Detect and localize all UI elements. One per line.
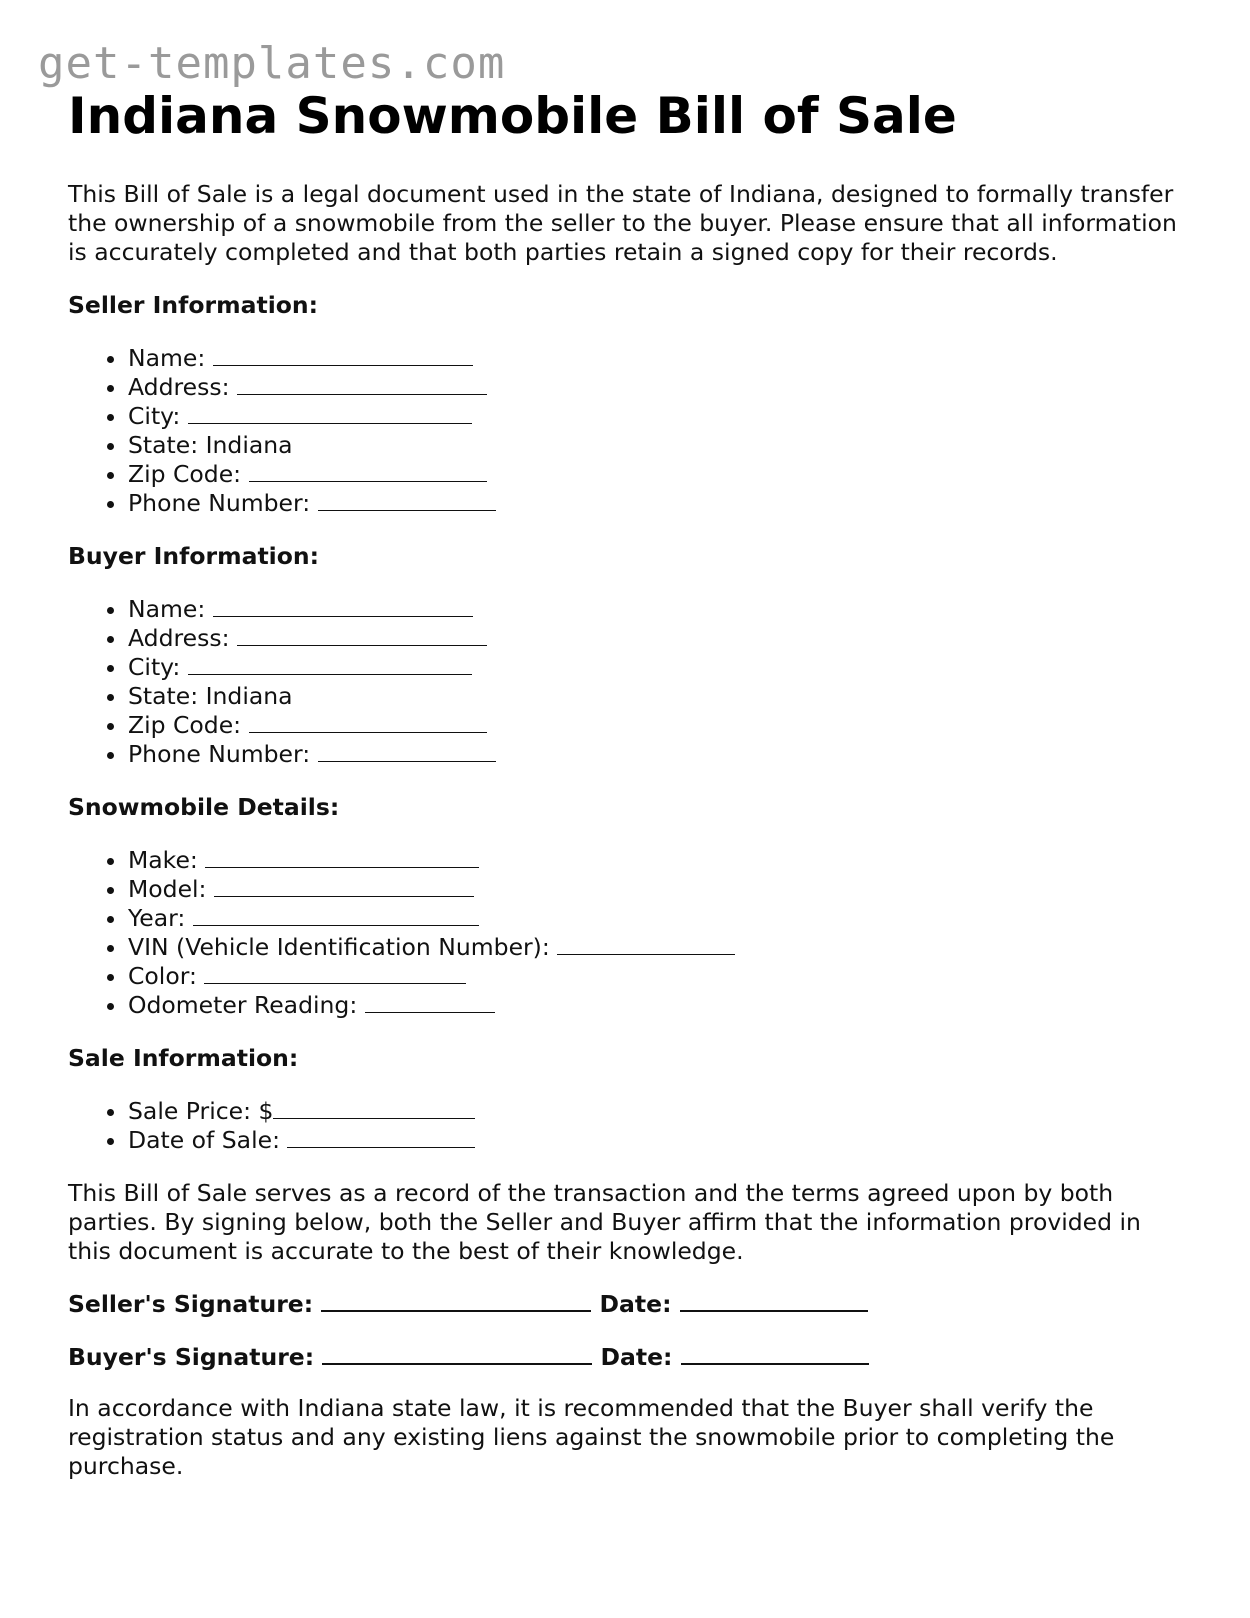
sale-fields-list bbox=[68, 1097, 1188, 1155]
snowmobile-section-heading: Snowmobile Details: bbox=[68, 793, 340, 821]
snowmobile-color-blank[interactable] bbox=[204, 963, 466, 984]
snowmobile-model-field[interactable]: • Model: bbox=[128, 875, 1188, 904]
snowmobile-vin-blank[interactable] bbox=[557, 934, 735, 955]
snowmobile-year-blank[interactable] bbox=[193, 905, 479, 926]
seller-name-blank[interactable] bbox=[213, 345, 473, 366]
seller-city-blank[interactable] bbox=[188, 403, 472, 424]
buyer-address-blank[interactable] bbox=[237, 625, 487, 646]
snowmobile-odometer-field[interactable]: • Odometer Reading: bbox=[128, 991, 1188, 1020]
snowmobile-odometer-blank[interactable] bbox=[365, 992, 495, 1013]
seller-zip-blank[interactable] bbox=[249, 461, 487, 482]
buyer-zip-blank[interactable] bbox=[249, 712, 487, 733]
watermark: get-templates.com bbox=[38, 38, 506, 89]
sale-price-field[interactable]: • Sale Price: $ bbox=[128, 1097, 1188, 1126]
snowmobile-make-blank[interactable] bbox=[205, 847, 479, 868]
seller-state-field: • State: Indiana bbox=[128, 431, 1188, 460]
seller-date-blank[interactable] bbox=[680, 1290, 868, 1312]
snowmobile-vin-field[interactable]: • VIN (Vehicle Identification Number): bbox=[128, 933, 1188, 962]
seller-address-blank[interactable] bbox=[237, 374, 487, 395]
sale-section-heading: Sale Information: bbox=[68, 1044, 299, 1072]
snowmobile-fields-list bbox=[68, 846, 1188, 1020]
seller-signature-line bbox=[68, 1290, 1188, 1319]
seller-zip-field[interactable]: • Zip Code: bbox=[128, 460, 1188, 489]
seller-fields-list bbox=[68, 344, 1188, 518]
buyer-section-heading: Buyer Information: bbox=[68, 542, 320, 570]
buyer-signature-line bbox=[68, 1343, 1188, 1372]
buyer-address-field[interactable]: • Address: bbox=[128, 624, 1188, 653]
page-title: Indiana Snowmobile Bill of Sale bbox=[68, 87, 957, 145]
snowmobile-year-field[interactable]: • Year: bbox=[128, 904, 1188, 933]
buyer-phone-blank[interactable] bbox=[318, 741, 496, 762]
snowmobile-make-field[interactable]: • Make: bbox=[128, 846, 1188, 875]
document-page bbox=[68, 84, 1188, 1481]
buyer-date-label: Date: bbox=[600, 1343, 673, 1371]
sale-date-field[interactable]: • Date of Sale: bbox=[128, 1126, 1188, 1155]
intro-paragraph: This Bill of Sale is a legal document used in the state of Indiana, designed to formally transfer the ownership of a snowmobile from the seller to the buyer. Please ensure that all information is accurately completed and that both parties retain a signed copy for their records. bbox=[68, 180, 1177, 266]
seller-city-field[interactable]: • City: bbox=[128, 402, 1188, 431]
snowmobile-model-blank[interactable] bbox=[214, 876, 474, 897]
seller-phone-blank[interactable] bbox=[318, 490, 496, 511]
record-paragraph: This Bill of Sale serves as a record of the transaction and the terms agreed upon by both parties. By signing below, both the Seller and Buyer affirm that the information provided in this document is accurate to the best of their knowledge. bbox=[68, 1179, 1141, 1265]
buyer-signature-label: Buyer's Signature: bbox=[68, 1343, 315, 1371]
snowmobile-color-field[interactable]: • Color: bbox=[128, 962, 1188, 991]
seller-address-field[interactable]: • Address: bbox=[128, 373, 1188, 402]
closing-paragraph: In accordance with Indiana state law, it is recommended that the Buyer shall verify the registration status and any existing liens against the snowmobile prior to completing the purchase. bbox=[68, 1394, 1115, 1480]
buyer-zip-field[interactable]: • Zip Code: bbox=[128, 711, 1188, 740]
seller-name-field[interactable]: • Name: bbox=[128, 344, 1188, 373]
sale-date-blank[interactable] bbox=[287, 1127, 475, 1148]
buyer-name-blank[interactable] bbox=[213, 596, 473, 617]
seller-date-label: Date: bbox=[599, 1290, 672, 1318]
seller-signature-label: Seller's Signature: bbox=[68, 1290, 314, 1318]
buyer-phone-field[interactable]: • Phone Number: bbox=[128, 740, 1188, 769]
buyer-state-field: • State: Indiana bbox=[128, 682, 1188, 711]
seller-signature-blank[interactable] bbox=[321, 1290, 591, 1312]
buyer-city-blank[interactable] bbox=[188, 654, 472, 675]
seller-section-heading: Seller Information: bbox=[68, 291, 319, 319]
buyer-fields-list bbox=[68, 595, 1188, 769]
buyer-name-field[interactable]: • Name: bbox=[128, 595, 1188, 624]
buyer-date-blank[interactable] bbox=[681, 1343, 869, 1365]
buyer-signature-blank[interactable] bbox=[322, 1343, 592, 1365]
seller-phone-field[interactable]: • Phone Number: bbox=[128, 489, 1188, 518]
sale-price-blank[interactable] bbox=[273, 1098, 475, 1119]
buyer-city-field[interactable]: • City: bbox=[128, 653, 1188, 682]
